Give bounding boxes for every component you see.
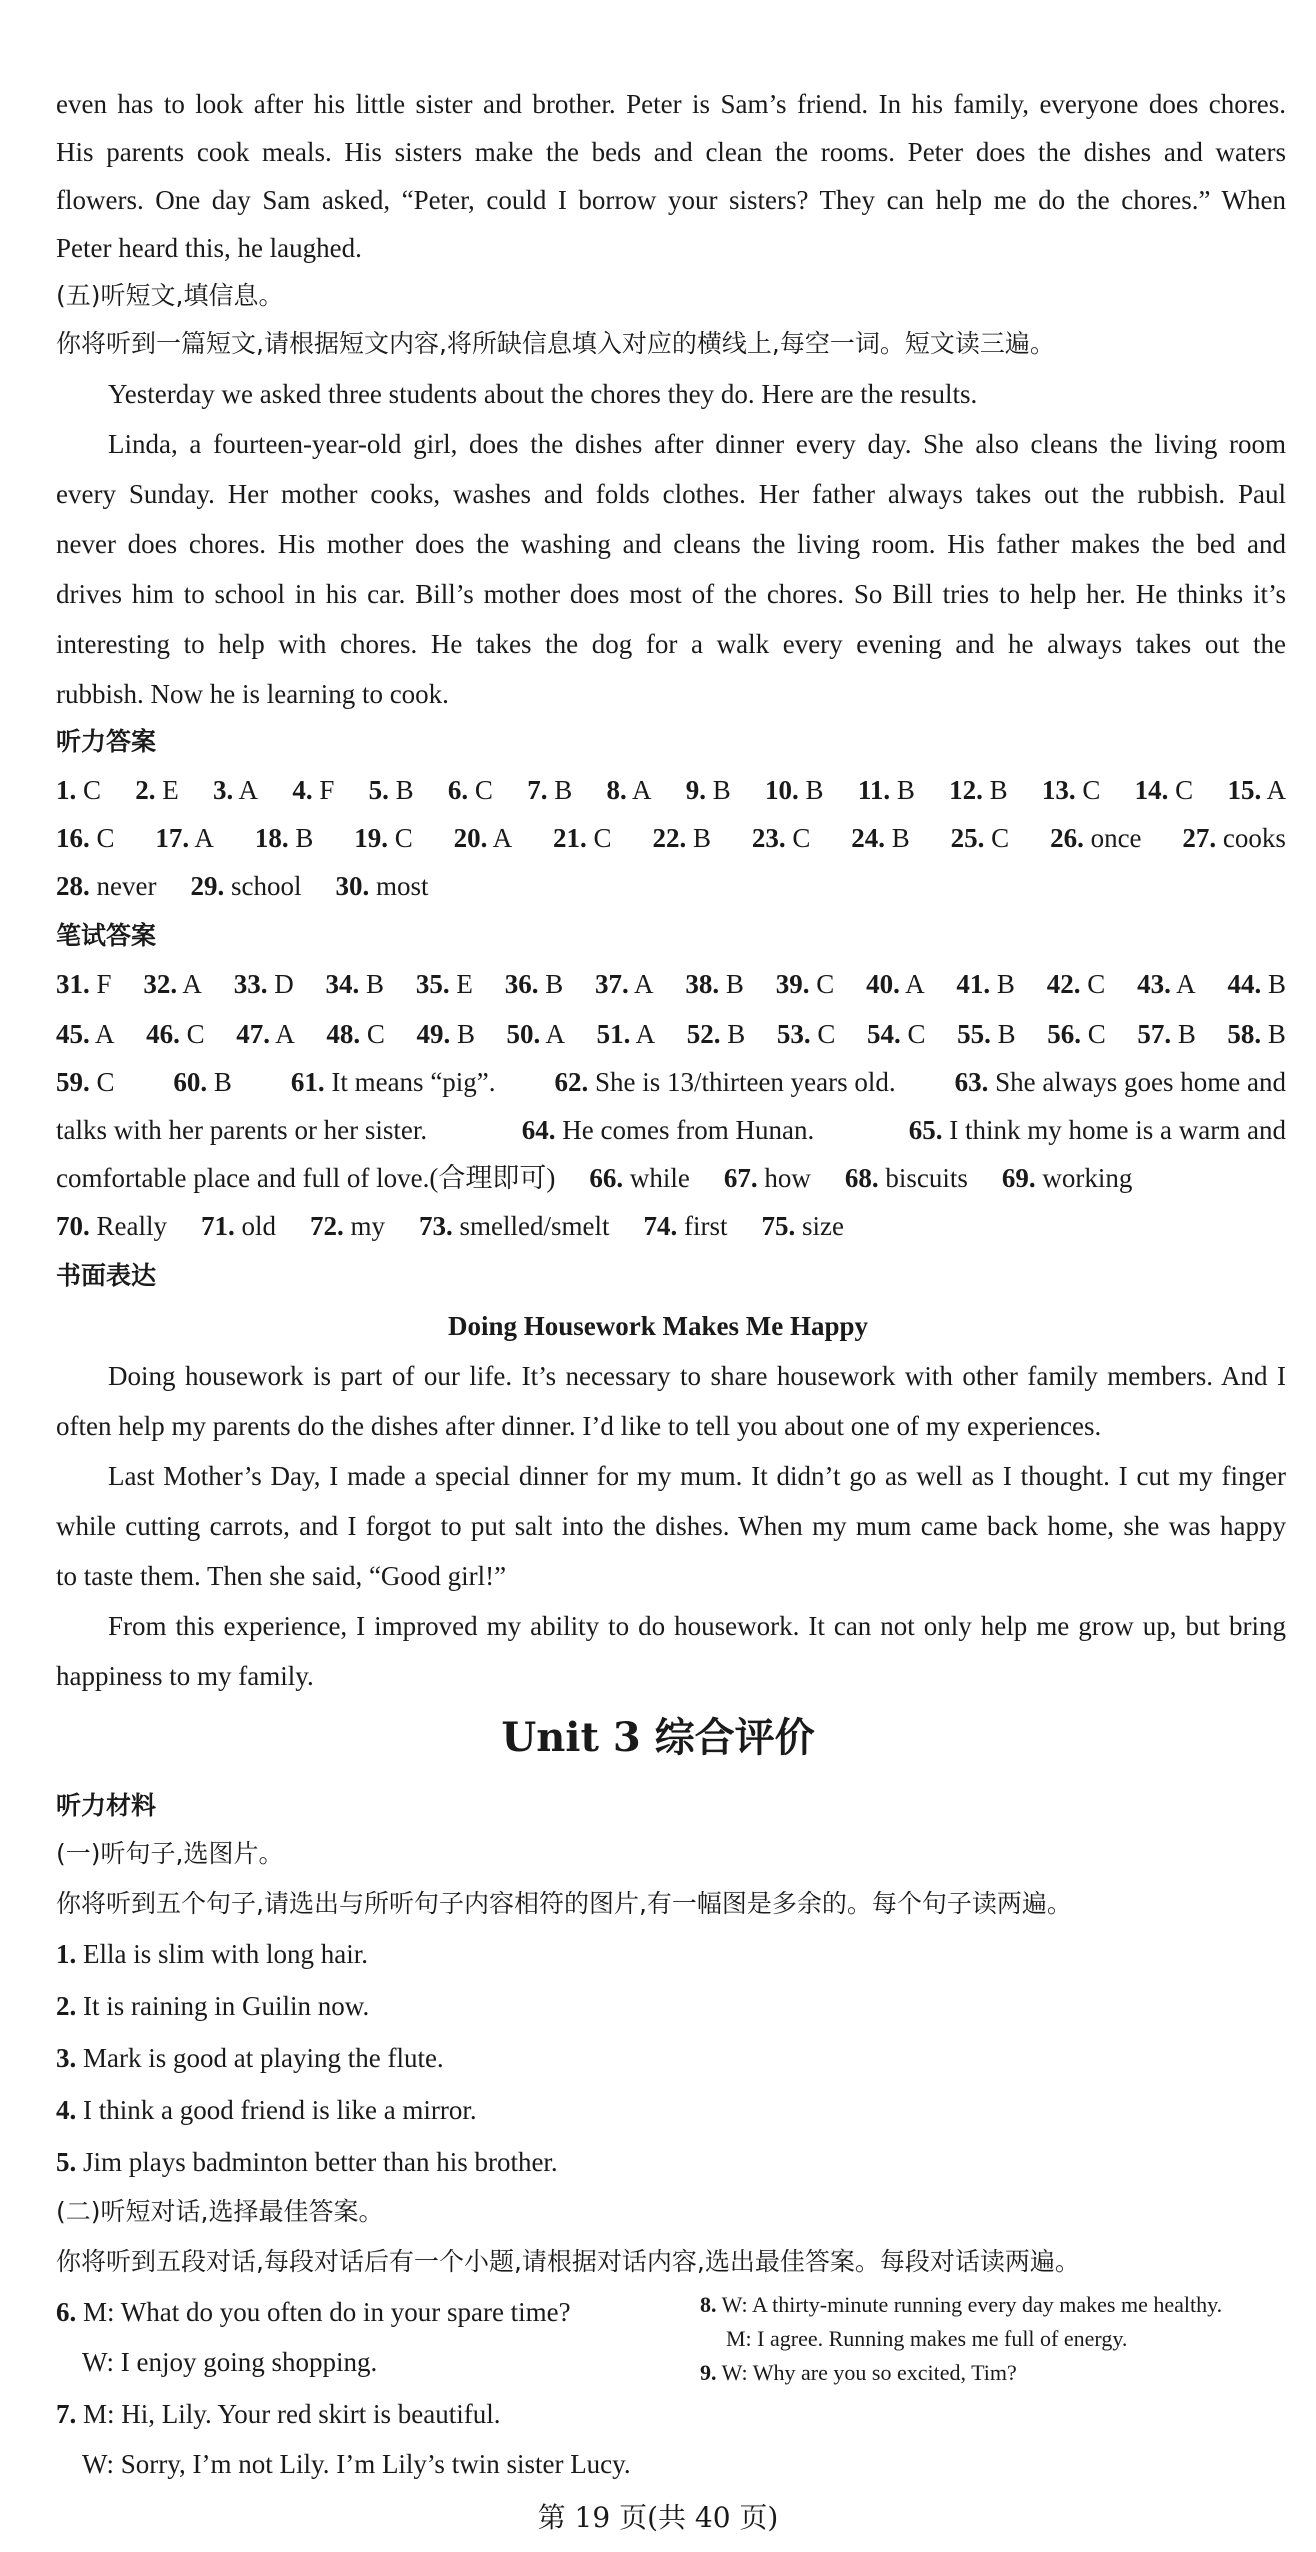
answer-value: B xyxy=(719,969,744,999)
answer-number: 59. xyxy=(56,1067,90,1097)
answer-item xyxy=(326,1010,385,1058)
answer-item xyxy=(143,960,202,1008)
sentence-item: 1. Ella is slim with long hair. xyxy=(56,1939,368,1969)
answer-value: never xyxy=(89,871,157,901)
answer-value: my xyxy=(343,1211,386,1241)
answer-number: 55. xyxy=(957,1019,991,1049)
answer-number: 21. xyxy=(553,823,587,853)
answer-number: 11. xyxy=(857,775,891,805)
answer-item xyxy=(416,1010,475,1058)
answer-value: C xyxy=(89,1067,115,1097)
answer-number: 63. xyxy=(954,1067,989,1097)
answer-value: B xyxy=(388,775,414,805)
answer-item xyxy=(522,1106,814,1154)
answer-value: A xyxy=(630,1019,656,1049)
answer-value: I think my home is a warm and xyxy=(942,1115,1286,1145)
answer-item xyxy=(335,871,428,901)
materials-title: 听力材料 xyxy=(56,1791,157,1820)
answer-value: B xyxy=(990,969,1015,999)
essay-line: From this experience, I improved my ability to do housework. It can not only help me grow up, but bring xyxy=(108,1611,1286,1641)
essay-line: often help my parents do the dishes after dinner. I’d like to tell you about one of my experiences. xyxy=(56,1411,1102,1441)
answer-number: 70. xyxy=(56,1211,90,1241)
dialogue-line: 6. M: What do you often do in your spare time? xyxy=(56,2297,571,2327)
passage-line: interesting to help with chores. He takes the dog for a walk every evening and he always takes out the xyxy=(56,629,1286,659)
answer-number: 60. xyxy=(173,1067,208,1097)
passage-line: flowers. One day Sam asked, “Peter, could I borrow your sisters? They can help me do the chores.” When xyxy=(56,185,1286,215)
answer-item xyxy=(190,871,301,901)
answer-value: B xyxy=(890,775,915,805)
answer-value: C xyxy=(809,969,835,999)
answer-item xyxy=(776,960,835,1008)
answer-number: 4. xyxy=(292,775,313,805)
answer-number: 69. xyxy=(1001,1163,1036,1193)
answer-item xyxy=(234,960,294,1008)
answer-value: C xyxy=(586,823,612,853)
answer-value: biscuits xyxy=(878,1163,968,1193)
answer-number: 5. xyxy=(368,775,389,805)
answer-value: B xyxy=(207,1067,232,1097)
answer-number: 54. xyxy=(866,1019,901,1049)
answer-value: E xyxy=(449,969,473,999)
answer-item xyxy=(909,1106,1286,1154)
answer-number: 6. xyxy=(447,775,469,805)
answer-number: 22. xyxy=(652,823,687,853)
answer-value: It means “pig”. xyxy=(324,1067,496,1097)
answer-row xyxy=(56,1202,1286,1250)
answer-value: C xyxy=(900,1019,926,1049)
answer-value: B xyxy=(686,823,711,853)
answer-number: 41. xyxy=(956,969,991,999)
answer-number: 61. xyxy=(290,1067,325,1097)
dialogue-line: 7. M: Hi, Lily. Your red skirt is beautiful. xyxy=(56,2399,501,2429)
answer-item xyxy=(236,1010,295,1058)
answer-value: C xyxy=(810,1019,836,1049)
answer-number: 39. xyxy=(775,969,810,999)
answer-number: 57. xyxy=(1137,1019,1172,1049)
answer-number: 65. xyxy=(908,1115,943,1145)
answer-item xyxy=(56,814,115,862)
answer-number: 52. xyxy=(686,1019,721,1049)
sentence-item: 5. Jim plays badminton better than his brother. xyxy=(56,2147,558,2177)
answer-item xyxy=(553,814,612,862)
answer-item xyxy=(866,960,925,1008)
essay-line: Last Mother’s Day, I made a special dinner for my mum. It didn’t go as well as I thought. I cut my finger xyxy=(108,1461,1286,1491)
answer-number: 42. xyxy=(1046,969,1081,999)
answer-number: 1. xyxy=(56,775,77,805)
answer-number: 75. xyxy=(761,1211,796,1241)
answer-value: B xyxy=(1261,1019,1286,1049)
answer-value: A xyxy=(487,823,513,853)
answer-row xyxy=(56,766,1286,814)
answer-item xyxy=(1047,960,1106,1008)
answer-number: 46. xyxy=(146,1019,180,1049)
answer-item xyxy=(765,766,824,814)
answer-item xyxy=(845,1163,968,1193)
answer-item xyxy=(201,1211,276,1241)
answer-value: C xyxy=(76,775,102,805)
answer-item xyxy=(652,814,711,862)
answer-number: 10. xyxy=(765,775,799,805)
section-instruction: 你将听到一篇短文,请根据短文内容,将所缺信息填入对应的横线上,每空一词。短文读三遍。 xyxy=(56,329,1055,358)
answer-number: 20. xyxy=(453,823,488,853)
answer-item xyxy=(56,1211,167,1241)
written-answers-title: 笔试答案 xyxy=(56,921,157,950)
answer-item xyxy=(724,1163,811,1193)
answer-item xyxy=(1042,766,1101,814)
answer-value: A xyxy=(233,775,259,805)
answer-item xyxy=(1137,1010,1196,1058)
answer-item xyxy=(687,1010,746,1058)
answer-value: A xyxy=(177,969,202,999)
answer-number: 53. xyxy=(776,1019,811,1049)
passage-line: every Sunday. Her mother cooks, washes and folds clothes. Her father always takes out the rubbish. Paul xyxy=(56,479,1286,509)
answer-item xyxy=(507,1010,566,1058)
answer-number: 3. xyxy=(213,775,234,805)
answer-number: 38. xyxy=(685,969,720,999)
answer-value: B xyxy=(706,775,731,805)
answer-number: 43. xyxy=(1137,969,1171,999)
answer-item xyxy=(589,1163,690,1193)
answer-number: 67. xyxy=(723,1163,758,1193)
answer-number: 33. xyxy=(233,969,268,999)
answer-item xyxy=(135,766,179,814)
essay-line: happiness to my family. xyxy=(56,1661,314,1691)
section-title: (五)听短文,填信息。 xyxy=(56,281,284,310)
answer-value: school xyxy=(224,871,302,901)
answer-number: 35. xyxy=(415,969,450,999)
answer-item xyxy=(1227,960,1286,1008)
answer-number: 66. xyxy=(589,1163,624,1193)
answer-item xyxy=(255,814,314,862)
answer-item xyxy=(957,1010,1016,1058)
answer-number: 68. xyxy=(844,1163,879,1193)
answer-number: 36. xyxy=(504,969,539,999)
answer-value: B xyxy=(720,1019,746,1049)
answer-item xyxy=(354,814,413,862)
passage-line: Peter heard this, he laughed. xyxy=(56,233,362,263)
answer-value: She always goes home and xyxy=(988,1067,1286,1097)
answer-number: 9. xyxy=(685,775,706,805)
answer-number: 30. xyxy=(335,871,370,901)
answer-value: A xyxy=(628,969,654,999)
answer-value: how xyxy=(757,1163,811,1193)
answer-number: 27. xyxy=(1182,823,1217,853)
answer-value: A xyxy=(540,1019,566,1049)
passage-line: never does chores. His mother does the washing and cleans the living room. His father makes the bed and xyxy=(56,529,1286,559)
answer-value: Really xyxy=(89,1211,167,1241)
answer-row xyxy=(56,862,1286,910)
part-title: (二)听短对话,选择最佳答案。 xyxy=(56,2197,384,2226)
passage-line: Yesterday we asked three students about the chores they do. Here are the results. xyxy=(108,379,978,409)
dialogue-line: W: Sorry, I’m not Lily. I’m Lily’s twin sister Lucy. xyxy=(82,2449,631,2479)
answer-value: smelled/smelt xyxy=(452,1211,610,1241)
answer-number: 14. xyxy=(1134,775,1169,805)
answer-item xyxy=(310,1211,385,1241)
answer-number: 23. xyxy=(751,823,786,853)
answer-item xyxy=(1135,766,1194,814)
answer-value: size xyxy=(795,1211,844,1241)
answer-row xyxy=(56,1154,1286,1202)
answer-number: 73. xyxy=(419,1211,453,1241)
answer-item xyxy=(597,1010,656,1058)
passage-line: His parents cook meals. His sisters make the beds and clean the rooms. Peter does the dishes and waters xyxy=(56,137,1286,167)
answer-value: while xyxy=(623,1163,690,1193)
answer-value: B xyxy=(288,823,314,853)
passage-line: even has to look after his little sister and brother. Peter is Sam’s friend. In his family, everyone does chores. xyxy=(56,89,1286,119)
answer-value: B xyxy=(538,969,564,999)
answer-item xyxy=(762,1211,844,1241)
answer-value: F xyxy=(312,775,335,805)
answer-item xyxy=(606,766,651,814)
answer-number: 17. xyxy=(155,823,190,853)
answer-value: C xyxy=(387,823,413,853)
unit-title: Unit 3 综合评价 xyxy=(501,1714,815,1761)
answer-value: C xyxy=(360,1019,385,1049)
answer-item xyxy=(851,814,910,862)
answer-item xyxy=(686,766,731,814)
answer-value: D xyxy=(267,969,294,999)
answer-value: E xyxy=(155,775,179,805)
answer-row xyxy=(56,1010,1286,1058)
answer-item xyxy=(595,960,654,1008)
answer-value: B xyxy=(990,1019,1016,1049)
answer-value: talks with her parents or her sister. xyxy=(56,1115,428,1145)
answer-value: A xyxy=(1261,775,1286,805)
answer-value: comfortable place and full of love.(合理即可) xyxy=(56,1163,556,1193)
answer-value: C xyxy=(1080,969,1106,999)
answer-item xyxy=(1047,1010,1106,1058)
answer-item xyxy=(213,766,258,814)
answer-item xyxy=(291,1058,496,1106)
answer-number: 34. xyxy=(325,969,360,999)
answer-value: C xyxy=(1080,1019,1106,1049)
answer-item xyxy=(752,814,811,862)
answer-item xyxy=(56,766,101,814)
answer-number: 47. xyxy=(236,1019,270,1049)
dialogue-block-continued xyxy=(700,2288,1280,2390)
answer-value: B xyxy=(547,775,573,805)
answer-value: most xyxy=(369,871,429,901)
answer-number: 74. xyxy=(643,1211,678,1241)
answer-value: C xyxy=(785,823,811,853)
sentence-item: 3. Mark is good at playing the flute. xyxy=(56,2043,444,2073)
answer-number: 49. xyxy=(416,1019,451,1049)
passage-line: drives him to school in his car. Bill’s mother does most of the chores. So Bill tries to help her. He thinks it’s xyxy=(56,579,1286,609)
answer-value: cooks xyxy=(1216,823,1286,853)
listening-answers-title: 听力答案 xyxy=(56,727,157,756)
answer-value: B xyxy=(885,823,910,853)
sentence-item: 2. It is raining in Guilin now. xyxy=(56,1991,370,2021)
answer-number: 32. xyxy=(143,969,178,999)
answer-value: A xyxy=(1170,969,1196,999)
answer-item xyxy=(777,1010,836,1058)
answer-item xyxy=(56,960,112,1008)
answer-number: 13. xyxy=(1041,775,1076,805)
answer-number: 8. xyxy=(606,775,627,805)
dialogue-line: 8. W: A thirty-minute running every day makes me healthy. xyxy=(700,2292,1223,2317)
answer-number: 37. xyxy=(595,969,629,999)
answer-value: B xyxy=(798,775,824,805)
answer-number: 18. xyxy=(254,823,289,853)
answer-value: A xyxy=(89,1019,115,1049)
answer-row xyxy=(56,1106,1286,1154)
part-title: (一)听句子,选图片。 xyxy=(56,1839,284,1868)
answer-value: C xyxy=(984,823,1010,853)
answer-item xyxy=(419,1211,609,1241)
answer-value: B xyxy=(1171,1019,1196,1049)
answer-value: working xyxy=(1035,1163,1133,1193)
answer-value: He comes from Hunan. xyxy=(555,1115,815,1145)
answer-item xyxy=(685,960,744,1008)
writing-title: 书面表达 xyxy=(56,1261,157,1290)
answer-item xyxy=(949,766,1008,814)
essay-title: Doing Housework Makes Me Happy xyxy=(447,1311,869,1341)
answer-value: C xyxy=(468,775,493,805)
answer-item xyxy=(951,814,1010,862)
dialogue-line: W: I enjoy going shopping. xyxy=(82,2347,378,2377)
answer-value: first xyxy=(677,1211,728,1241)
answer-number: 64. xyxy=(521,1115,556,1145)
answer-item xyxy=(292,766,334,814)
part-instruction: 你将听到五个句子,请选出与所听句子内容相符的图片,有一幅图是多余的。每个句子读两遍。 xyxy=(56,1889,1072,1918)
essay-line: while cutting carrots, and I forgot to put salt into the dishes. When my mum came back home, she was happy xyxy=(56,1511,1286,1541)
passage-line: Linda, a fourteen-year-old girl, does the dishes after dinner every day. She also cleans the living room xyxy=(108,429,1286,459)
answer-value: C xyxy=(179,1019,205,1049)
answer-value: old xyxy=(234,1211,276,1241)
answer-row xyxy=(56,960,1286,1008)
answer-number: 16. xyxy=(56,823,90,853)
answer-item xyxy=(326,960,385,1008)
answer-item xyxy=(146,1010,205,1058)
answer-item xyxy=(448,766,493,814)
answer-number: 72. xyxy=(310,1211,344,1241)
answer-value: B xyxy=(450,1019,475,1049)
answer-item xyxy=(1002,1163,1133,1193)
answer-item xyxy=(1050,814,1141,862)
answer-number: 24. xyxy=(851,823,885,853)
page-footer: 第 19 页(共 40 页) xyxy=(537,2501,779,2534)
answer-item xyxy=(527,766,572,814)
answer-item xyxy=(858,766,915,814)
answer-value: once xyxy=(1083,823,1142,853)
answer-row xyxy=(56,1058,1286,1106)
answer-number: 28. xyxy=(56,871,90,901)
answer-item xyxy=(369,766,414,814)
answer-value: A xyxy=(189,823,214,853)
answer-item xyxy=(56,1058,115,1106)
answer-value: B xyxy=(982,775,1008,805)
answer-number: 44. xyxy=(1227,969,1262,999)
answer-value: She is 13/thirteen years old. xyxy=(588,1067,896,1097)
answer-item xyxy=(955,1058,1286,1106)
answer-item xyxy=(867,1010,926,1058)
part-instruction: 你将听到五段对话,每段对话后有一个小题,请根据对话内容,选出最佳答案。每段对话读两遍。 xyxy=(56,2247,1080,2276)
sentence-item: 4. I think a good friend is like a mirror. xyxy=(56,2095,477,2125)
answer-item xyxy=(56,1010,115,1058)
answer-item xyxy=(554,1058,895,1106)
answer-value: B xyxy=(359,969,385,999)
answer-row xyxy=(56,814,1286,862)
dialogue-line: 9. W: Why are you so excited, Tim? xyxy=(700,2360,1017,2385)
answer-item xyxy=(155,814,214,862)
answer-number: 48. xyxy=(326,1019,361,1049)
answer-value: C xyxy=(89,823,115,853)
dialogue-line: M: I agree. Running makes me full of energy. xyxy=(726,2326,1128,2351)
answer-number: 45. xyxy=(56,1019,90,1049)
answer-number: 7. xyxy=(527,775,548,805)
answer-number: 58. xyxy=(1227,1019,1262,1049)
answer-item xyxy=(173,1058,232,1106)
answer-item xyxy=(505,960,564,1008)
answer-item xyxy=(1182,814,1286,862)
answer-value: F xyxy=(89,969,112,999)
answer-number: 29. xyxy=(190,871,225,901)
answer-item xyxy=(416,960,473,1008)
answer-value: C xyxy=(1168,775,1194,805)
answer-number: 25. xyxy=(950,823,985,853)
answer-value: A xyxy=(899,969,925,999)
answer-item xyxy=(1227,1010,1286,1058)
answer-number: 56. xyxy=(1047,1019,1081,1049)
answer-value: B xyxy=(1261,969,1286,999)
essay-line: Doing housework is part of our life. It’s necessary to share housework with other family members. And I xyxy=(108,1361,1286,1391)
answer-number: 62. xyxy=(554,1067,589,1097)
answer-number: 19. xyxy=(354,823,388,853)
answer-number: 26. xyxy=(1050,823,1084,853)
answer-number: 2. xyxy=(135,775,156,805)
answer-number: 50. xyxy=(506,1019,541,1049)
answer-number: 31. xyxy=(56,969,90,999)
answer-item xyxy=(1227,766,1286,814)
answer-number: 40. xyxy=(866,969,900,999)
answer-item xyxy=(454,814,513,862)
answer-item xyxy=(1137,960,1196,1008)
answer-number: 71. xyxy=(200,1211,235,1241)
answer-value: C xyxy=(1075,775,1101,805)
passage-line: rubbish. Now he is learning to cook. xyxy=(56,679,449,709)
answer-item xyxy=(956,960,1015,1008)
answer-number: 51. xyxy=(596,1019,631,1049)
answer-item xyxy=(644,1211,728,1241)
essay-line: to taste them. Then she said, “Good girl!” xyxy=(56,1561,507,1591)
answer-value: A xyxy=(269,1019,295,1049)
answer-number: 15. xyxy=(1227,775,1262,805)
answer-number: 12. xyxy=(949,775,983,805)
answer-value: A xyxy=(626,775,652,805)
answer-item xyxy=(56,871,156,901)
